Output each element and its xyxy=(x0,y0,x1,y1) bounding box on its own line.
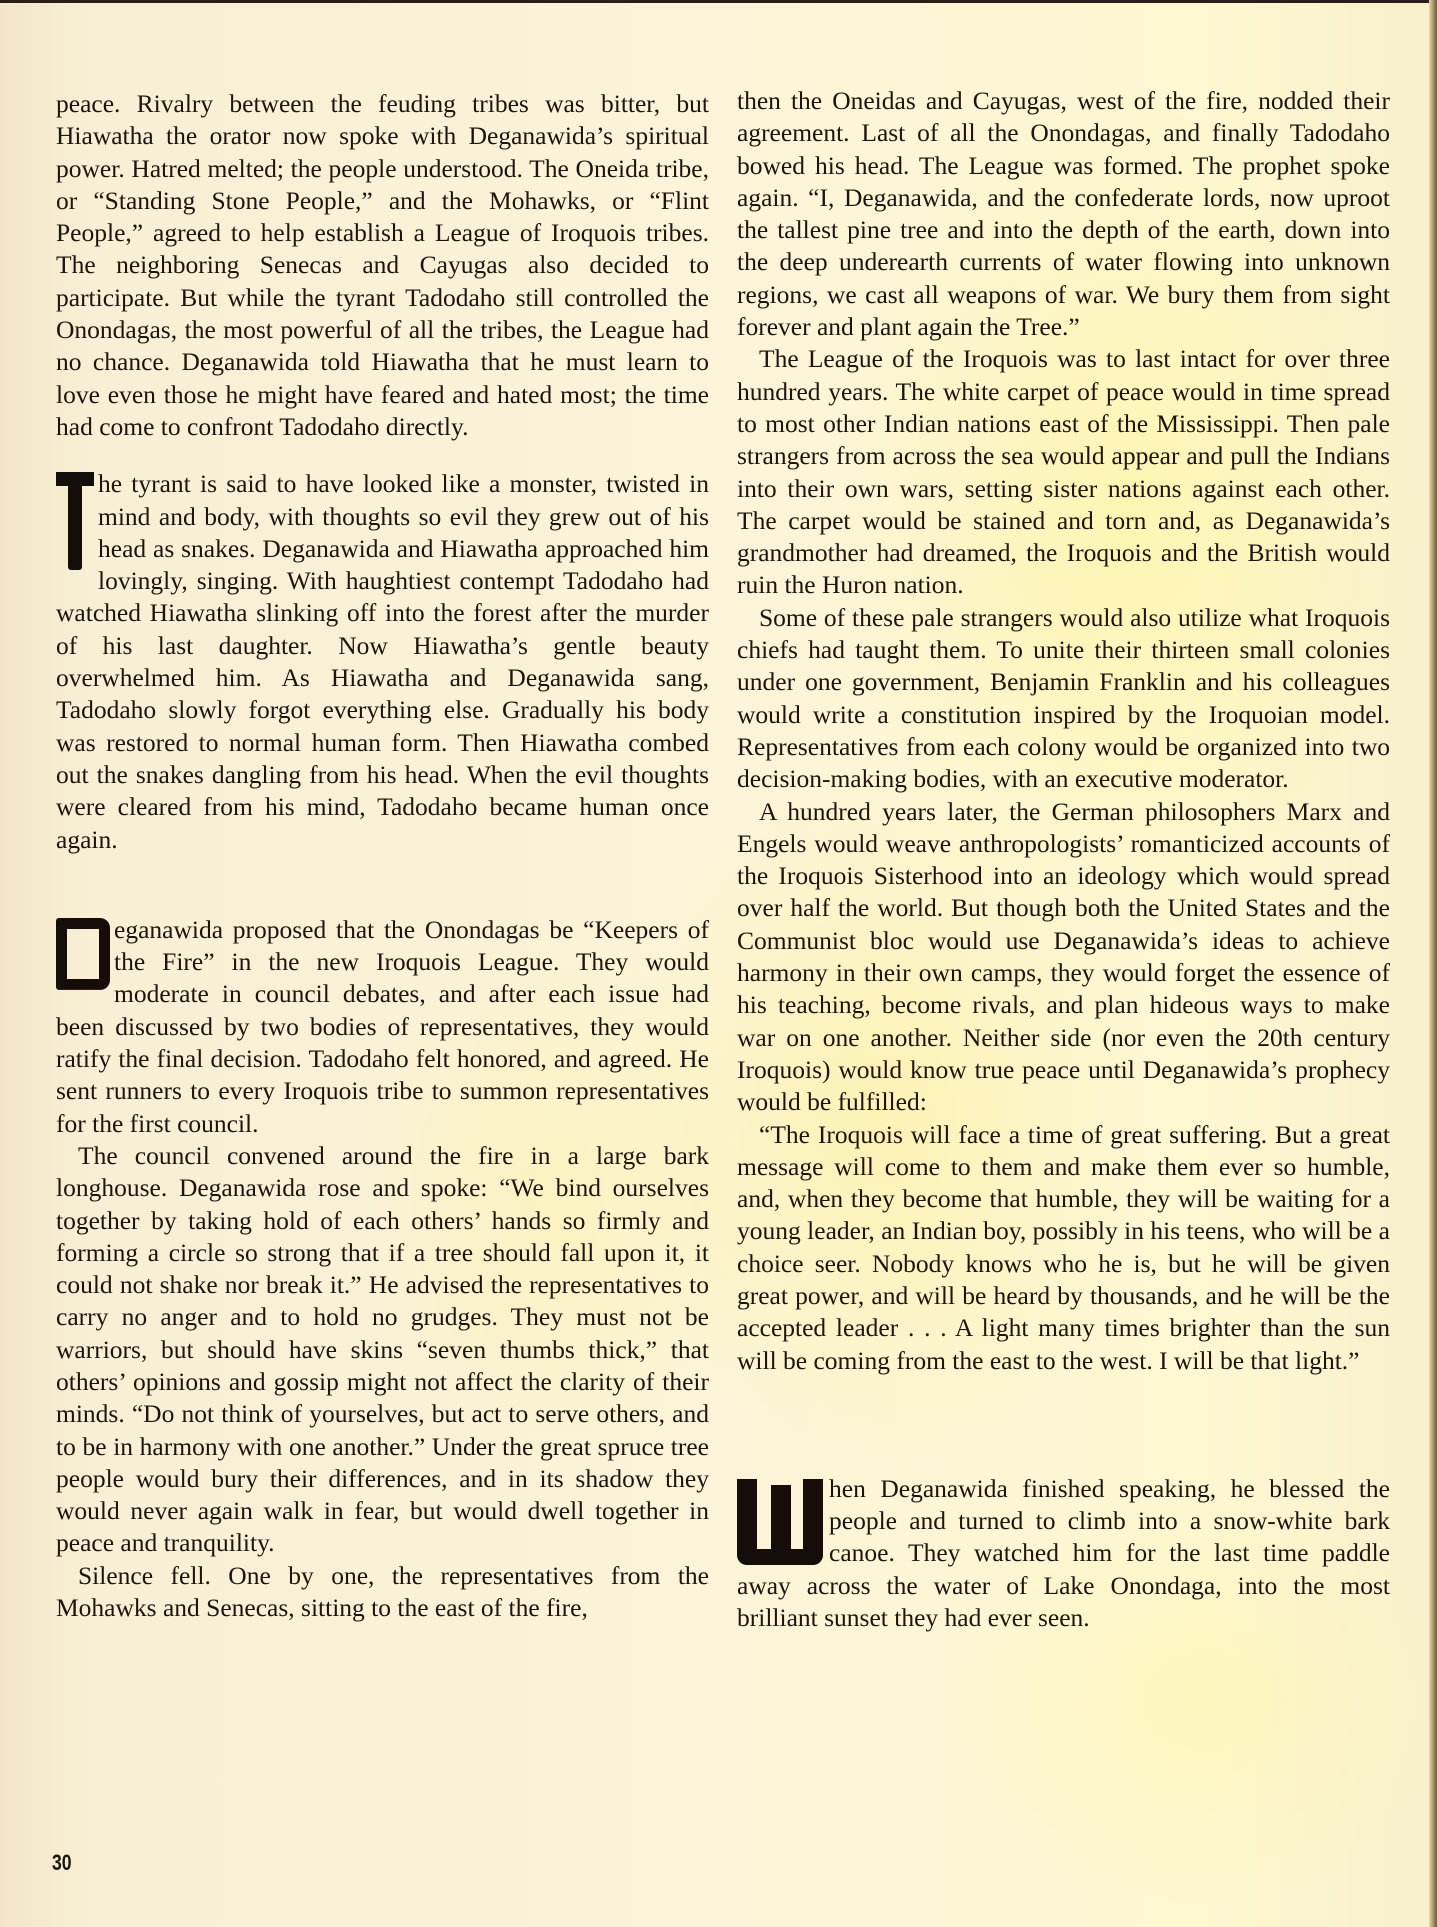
paragraph-keepers-text: eganawida proposed that the Onondagas be “Keepers of the Fire” in the new Iroquois League. They would moderate in council debates, and after each issue had been discussed by two bodies of representatives, they would ratify the final decision. Tadodaho felt honored, and agreed. He sent runners to every Iroquois tribe to summon representatives for the first council. xyxy=(56,914,709,1138)
paragraph-council: The council convened around the fire in a large bark longhouse. Deganawida rose and spoke: “We bind ourselves together by taking hold of each others’ hands so firmly and forming a circle so strong that if a tree should fall upon it, it could not shake nor break it.” He advised the representatives to carry no anger and to hold no grudges. They must not be warriors, but should have skins “seven thumbs thick,” that others’ opinions and gossip might not affect the clarity of their minds. “Do not think of yourselves, but act to serve others, and to be in harmony with one another.” Under the great spruce tree people would bury their differences, and in its shadow they would never again walk in fear, but would dwell together in peace and tranquility. xyxy=(56,1140,709,1558)
paragraph-tyrant xyxy=(56,468,709,856)
page-binding-edge xyxy=(1429,0,1437,1927)
dropcap-d xyxy=(56,918,110,990)
paragraph-silence: Silence fell. One by one, the representatives from the Mohawks and Senecas, sitting to the east of the fire, xyxy=(56,1560,709,1623)
section-spacer xyxy=(737,1377,1390,1473)
left-column xyxy=(56,88,709,1624)
paragraph-three-hundred-years: The League of the Iroquois was to last intact for over three hundred years. The white carpet of peace would in time spread to most other Indian nations east of the Mississippi. Then pale strangers from across the sea would appear and pull the Indians into their own wars, setting sister nations against each other. The carpet would be stained and torn and, as Deganawida’s grandmother had dreamed, the Iroquois and the British would ruin the Huron nation. xyxy=(737,344,1390,600)
paragraph-tyrant-text: he tyrant is said to have looked like a monster, twisted in mind and body, with thoughts so evil they grew out of his head as snakes. Deganawida and Hiawatha approached him lovingly, singing. With haughtiest contempt Tadodaho had watched Hiawatha slinking off into the forest after the murder of his last daughter. Now Hiawatha’s gentle beauty overwhelmed him. As Hiawatha and Deganawida sang, Tadodaho slowly forgot everything else. Gradually his body was restored to normal human form. Then Hiawatha combed out the snakes dangling from his head. When the evil thoughts were cleared from his mind, Tadodaho became human once again. xyxy=(56,469,709,854)
paragraph-hundred-years-later: A hundred years later, the German philosophers Marx and Engels would weave anthropologists’ romanticized accounts of the Iroquois Sisterhood into an ideology which would spread over half the world. But though both the United States and the Communist bloc would use Deganawida’s ideas to achieve harmony in their own camps, they would forget the essence of his teaching, become rivals, and plan hideous ways to make war on one another. Neither side (nor even the 20th century Iroquois) would know true peace until Deganawida’s prophecy would be fulfilled: xyxy=(737,796,1390,1117)
paragraph-peace: peace. Rivalry between the feuding tribes was bitter, but Hiawatha the orator now spoke with Deganawida’s spiritual power. Hatred melted; the people understood. The Oneida tribe, or “Standing Stone People,” and the Mohawks, or “Flint People,” agreed to help establish a League of Iroquois tribes. The neighboring Senecas and Cayugas also decided to participate. But while the tyrant Tadodaho still controlled the Onondagas, the most powerful of all the tribes, the League had no chance. Deganawida told Hiawatha that he must learn to love even those he might have feared and hated most; the time had come to confront Tadodaho directly. xyxy=(56,89,709,441)
paragraph-farewell xyxy=(737,1473,1390,1634)
page-top-edge xyxy=(0,0,1437,3)
right-column xyxy=(737,85,1390,1634)
paragraph-prophecy-quote: “The Iroquois will face a time of great suffering. But a great message will come to them and make them ever so humble, and, when they become that humble, they will be waiting for a young leader, an Indian boy, possibly in his teens, who will be a choice seer. Nobody knows who he is, but he will be given great power, and will be heard by thousands, and he will be the accepted leader . . . A light many times brighter than the sun will be coming from the east to the west. I will be that light.” xyxy=(737,1119,1390,1375)
section-spacer xyxy=(56,443,709,468)
dropcap-w xyxy=(737,1479,825,1565)
page-number: 30 xyxy=(52,1850,72,1875)
section-spacer xyxy=(56,856,709,914)
paragraph-pale-strangers: Some of these pale strangers would also utilize what Iroquois chiefs had taught them. To unite their thirteen small colonies under one government, Benjamin Franklin and his colleagues would write a constitution inspired by the Iroquoian model. Representatives from each colony would be organized into two decision-making bodies, with an executive moderator. xyxy=(737,602,1390,794)
paragraph-keepers xyxy=(56,914,709,1140)
paragraph-farewell-text: hen Deganawida finished speaking, he blessed the people and turned to climb into a snow-white bark canoe. They watched him for the last time paddle away across the water of Lake Onondaga, into the most brilliant sunset they had ever seen. xyxy=(737,1473,1390,1633)
paragraph-league-formed: then the Oneidas and Cayugas, west of the fire, nodded their agreement. Last of all the Onondagas, and finally Tadodaho bowed his head. The League was formed. The prophet spoke again. “I, Deganawida, and the confederate lords, now uproot the tallest pine tree and into the depth of the earth, down into the deep underearth currents of water flowing into unknown regions, we cast all weapons of war. We bury them from sight forever and plant again the Tree.” xyxy=(737,86,1390,342)
dropcap-t xyxy=(56,472,94,570)
